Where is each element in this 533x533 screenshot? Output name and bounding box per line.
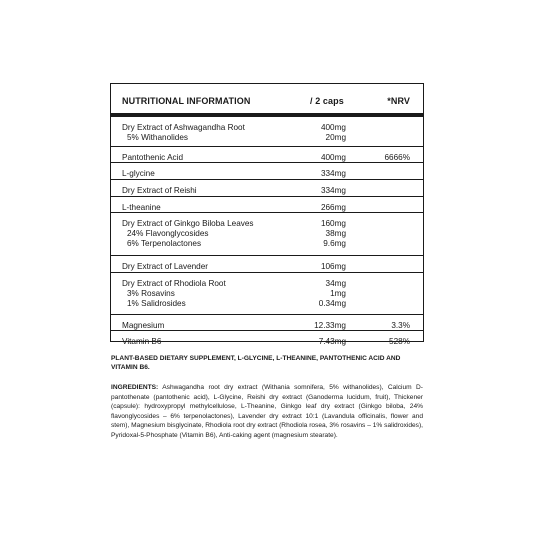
ingredients-text: Ashwagandha root dry extract (Withania somnifera, 5% withanolides), Calcium D-pantothenate (pantothenic acid), L-Glycine, Reishi dry extract (Ganoderma lucidum, fruit), Thickener (capsule): hydroxypropyl methylcellulose, L-Theanine, Ginkgo leaf dry extract (Ginkgo biloba, 24% flavonglycosides – 6% terpenolactones), Lavender dry extract 10:1 (Lavandula officinalis, flower and stem), Magnesium bisglycinate, Rhodiola root dry extract (Rhodiola rosea, 3% rosavins – 1% salidroxides), Pyridoxal-5-Phosphate (Vitamin B6), Anti-caking agent (magnesium stearate). xyxy=(111,384,424,439)
nutrient-amount: 334mg xyxy=(320,186,346,195)
nutrient-amount: 9.6mg xyxy=(323,239,346,248)
nutrient-nrv: 6666% xyxy=(384,153,410,162)
nutrient-label: L-glycine xyxy=(122,169,155,178)
nutrient-amount: 160mg xyxy=(320,219,346,228)
nutrient-label: Dry Extract of Ginkgo Biloba Leaves xyxy=(122,219,254,228)
table-body xyxy=(111,117,423,348)
nutrient-nrv: 528% xyxy=(389,337,410,346)
table-row xyxy=(111,180,423,197)
table-row xyxy=(111,147,423,163)
nutrient-amount: 400mg xyxy=(320,123,346,132)
nutrient-label: 24% Flavonglycosides xyxy=(127,229,209,238)
nutrition-table xyxy=(110,83,424,346)
ingredients-paragraph xyxy=(111,383,423,440)
nutrient-label: 5% Withanolides xyxy=(127,133,188,142)
nutrient-amount: 106mg xyxy=(320,262,346,271)
product-description: PLANT-BASED DIETARY SUPPLEMENT, L-GLYCINE, L-THEANINE, PANTOTHENIC ACID AND VITAMIN B6. xyxy=(111,355,401,371)
nutrient-label: Dry Extract of Ashwagandha Root xyxy=(122,123,245,132)
table-header xyxy=(111,84,423,117)
table-row xyxy=(111,256,423,273)
nutrient-amount: 334mg xyxy=(320,169,346,178)
table-row xyxy=(111,213,423,256)
nutrient-nrv: 3.3% xyxy=(391,321,410,330)
nutrient-label: Vitamin B6 xyxy=(122,337,162,346)
header-nrv: *NRV xyxy=(387,96,410,106)
header-serving: / 2 caps xyxy=(310,96,344,106)
nutrient-amount: 12.33mg xyxy=(314,321,346,330)
nutrient-amount: 7.43mg xyxy=(318,337,346,346)
nutrient-label: Dry Extract of Lavender xyxy=(122,262,209,271)
table-row xyxy=(111,273,423,315)
nutrient-label: 1% Salidrosides xyxy=(127,299,186,308)
nutrient-label: 6% Terpenolactones xyxy=(127,239,202,248)
table-row xyxy=(111,331,423,348)
nutrient-label: Dry Extract of Rhodiola Root xyxy=(122,279,226,288)
header-title: NUTRITIONAL INFORMATION xyxy=(122,96,251,106)
table-row xyxy=(111,163,423,180)
nutrient-label: Pantothenic Acid xyxy=(122,153,183,162)
nutrient-amount: 38mg xyxy=(325,229,346,238)
table-row xyxy=(111,315,423,331)
nutrient-amount: 266mg xyxy=(320,203,346,212)
nutrient-amount: 20mg xyxy=(325,133,346,142)
nutrient-label: Dry Extract of Reishi xyxy=(122,186,197,195)
nutrient-amount: 0.34mg xyxy=(318,299,346,308)
nutrient-amount: 400mg xyxy=(320,153,346,162)
nutrient-amount: 34mg xyxy=(325,279,346,288)
nutrient-label: Magnesium xyxy=(122,321,165,330)
ingredients-label: INGREDIENTS: xyxy=(111,384,159,391)
nutrient-label: 3% Rosavins xyxy=(127,289,175,298)
nutrient-amount: 1mg xyxy=(330,289,346,298)
table-row xyxy=(111,117,423,147)
nutrient-label: L-theanine xyxy=(122,203,161,212)
table-row xyxy=(111,197,423,213)
